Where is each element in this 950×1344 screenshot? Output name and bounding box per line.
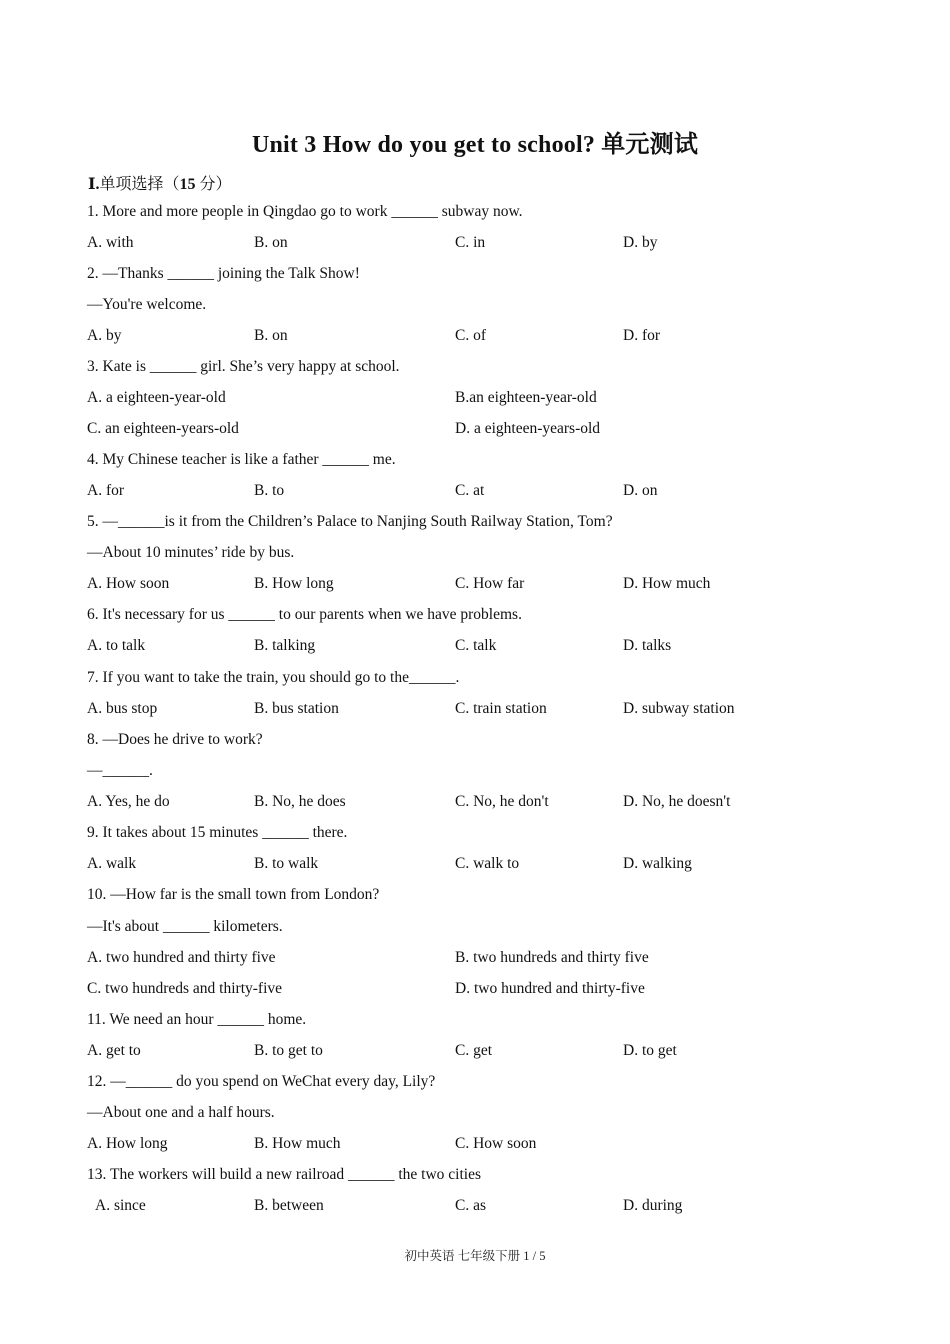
option-d: D. two hundred and thirty-five bbox=[455, 980, 645, 997]
question-11: 11. We need an hour ______ home. bbox=[87, 1011, 307, 1028]
option-a: A. for bbox=[87, 482, 125, 499]
option-d: D. for bbox=[623, 327, 661, 344]
option-a: A. by bbox=[87, 327, 122, 344]
option-a: A. a eighteen-year-old bbox=[87, 389, 226, 406]
option-c: C. an eighteen-years-old bbox=[87, 420, 239, 437]
option-c: C. get bbox=[455, 1042, 493, 1059]
page-footer: 初中英语 七年级下册 1 / 5 bbox=[404, 1249, 546, 1263]
option-a: A. get to bbox=[87, 1042, 141, 1059]
option-c: C. at bbox=[455, 482, 485, 499]
question-10-reply: —It's about ______ kilometers. bbox=[87, 918, 283, 935]
option-b: B. talking bbox=[254, 637, 316, 654]
page-title: Unit 3 How do you get to school? 单元测试 bbox=[251, 132, 699, 158]
section-number: Ⅰ. bbox=[88, 176, 100, 193]
question-2-reply: —You're welcome. bbox=[87, 296, 207, 313]
question-12: 12. —______ do you spend on WeChat every day, Lily? bbox=[87, 1073, 436, 1090]
option-b: B. bus station bbox=[254, 700, 339, 717]
option-a: A. two hundred and thirty five bbox=[87, 949, 276, 966]
question-3: 3. Kate is ______ girl. She’s very happy at school. bbox=[87, 358, 400, 375]
option-d: D. during bbox=[623, 1197, 683, 1214]
option-c: C. How soon bbox=[455, 1135, 537, 1152]
option-c: C. talk bbox=[455, 637, 497, 654]
option-d: D. to get bbox=[623, 1042, 677, 1059]
question-7: 7. If you want to take the train, you should go to the______. bbox=[87, 669, 460, 686]
question-8: 8. —Does he drive to work? bbox=[87, 731, 263, 748]
option-d: D. subway station bbox=[623, 700, 735, 717]
option-a: A. Yes, he do bbox=[87, 793, 170, 810]
question-8-reply: —______. bbox=[87, 762, 153, 779]
option-c: C. train station bbox=[455, 700, 547, 717]
question-6: 6. It's necessary for us ______ to our parents when we have problems. bbox=[87, 606, 522, 623]
option-b: B. between bbox=[254, 1197, 324, 1214]
question-12-reply: —About one and a half hours. bbox=[87, 1104, 275, 1121]
option-c: C. How far bbox=[455, 575, 525, 592]
option-d: D. How much bbox=[623, 575, 711, 592]
option-c: C. No, he don't bbox=[455, 793, 549, 810]
option-d: D. on bbox=[623, 482, 658, 499]
section-label: 单项选择（ bbox=[99, 176, 180, 193]
option-c: C. of bbox=[455, 327, 486, 344]
option-c: C. as bbox=[455, 1197, 486, 1214]
question-4: 4. My Chinese teacher is like a father ______ me. bbox=[87, 451, 396, 468]
option-b: B.an eighteen-year-old bbox=[455, 389, 597, 406]
question-2: 2. —Thanks ______ joining the Talk Show! bbox=[87, 265, 360, 282]
option-a: A. bus stop bbox=[87, 700, 158, 717]
option-d: D. talks bbox=[623, 637, 672, 654]
section-score: 15 bbox=[179, 176, 196, 193]
option-a: A. How long bbox=[87, 1135, 168, 1152]
option-c: C. in bbox=[455, 234, 486, 251]
option-a: A. with bbox=[87, 234, 134, 251]
option-b: B. two hundreds and thirty five bbox=[455, 949, 649, 966]
option-b: B. to walk bbox=[254, 855, 319, 872]
question-1: 1. More and more people in Qingdao go to work ______ subway now. bbox=[87, 203, 523, 220]
option-b: B. How much bbox=[254, 1135, 341, 1152]
option-b: B. on bbox=[254, 234, 288, 251]
option-b: B. on bbox=[254, 327, 288, 344]
question-9: 9. It takes about 15 minutes ______ there. bbox=[87, 824, 348, 841]
question-5: 5. —______is it from the Children’s Palace to Nanjing South Railway Station, Tom? bbox=[87, 513, 613, 530]
option-d: D. No, he doesn't bbox=[623, 793, 731, 810]
option-a: A. to talk bbox=[87, 637, 146, 654]
section-heading bbox=[88, 171, 232, 194]
option-a: A. since bbox=[95, 1197, 146, 1214]
option-b: B. How long bbox=[254, 575, 334, 592]
option-d: D. a eighteen-years-old bbox=[455, 420, 601, 437]
option-c: C. walk to bbox=[455, 855, 520, 872]
option-b: B. to bbox=[254, 482, 285, 499]
option-b: B. to get to bbox=[254, 1042, 323, 1059]
option-c: C. two hundreds and thirty-five bbox=[87, 980, 283, 997]
question-5-reply: —About 10 minutes’ ride by bus. bbox=[87, 544, 295, 561]
option-a: A. How soon bbox=[87, 575, 170, 592]
section-unit: 分） bbox=[195, 176, 232, 193]
question-13: 13. The workers will build a new railroad ______ the two cities bbox=[87, 1166, 482, 1183]
option-d: D. by bbox=[623, 234, 658, 251]
option-a: A. walk bbox=[87, 855, 137, 872]
option-d: D. walking bbox=[623, 855, 692, 872]
option-b: B. No, he does bbox=[254, 793, 346, 810]
question-10: 10. —How far is the small town from London? bbox=[87, 886, 380, 903]
